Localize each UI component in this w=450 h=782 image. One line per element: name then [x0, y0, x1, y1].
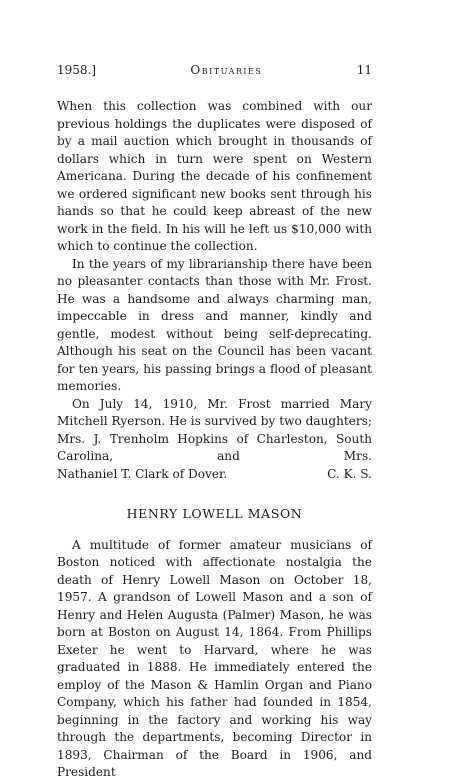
paragraph-mason: A multitude of former amateur musicians of Boston noticed with affectionate nostalgia the death of Henry Lowell Mason on October 18, 1957. A grandson of Lowell Mason and a son of Henry and Helen Augusta (Palmer) Mason, he was born at Boston on August 14, 1864. From Phillips Exeter he went to Harvard, where he was graduated in 1888. He immediately entered the employ of the Mason & Hamlin Organ and Piano Company, which his father had founded in 1854, beginning in the factory and working his way through the departments, becoming Director in 1893, Chairman of the Board in 1906, and President	[57, 537, 372, 779]
signature-line-text: Nathaniel T. Clark of Dover.	[57, 466, 228, 481]
section-heading: HENRY LOWELL MASON	[126, 506, 303, 521]
page-number: 11	[356, 63, 372, 77]
paragraph-marriage: On July 14, 1910, Mr. Frost married Mary Mitchell Ryerson. He is survived by two daughters; Mrs. J. Trenholm Hopkins of Charleston, South Carolina, and Mrs.	[57, 396, 372, 463]
signature-line	[57, 466, 372, 484]
paragraph-librarianship: In the years of my librarianship there have been no pleasanter contacts than those with Mr. Frost. He was a handsome and always charming man, impeccable in dress and manner, kindly and gentle, modest without being self-deprecating. Although his seat on the Council has been vacant for ten years, his passing brings a flood of pleasant memories.	[57, 256, 372, 393]
paragraph-collection: When this collection was combined with our previous holdings the duplicates were disposed of by a mail auction which brought in thousands of dollars which in turn were spent on Western Americana. During the decade of his confinement we ordered significant new books sent through his hands so that he could keep abreast of the new work in the field. In his will he left us $10,000 with which to continue the collection.	[57, 99, 372, 253]
body-text	[57, 98, 372, 782]
running-head-title: Obituaries	[190, 63, 263, 77]
running-head	[57, 63, 372, 77]
author-initials: C. K. S.	[327, 466, 372, 481]
running-head-year: 1958.]	[57, 63, 97, 77]
